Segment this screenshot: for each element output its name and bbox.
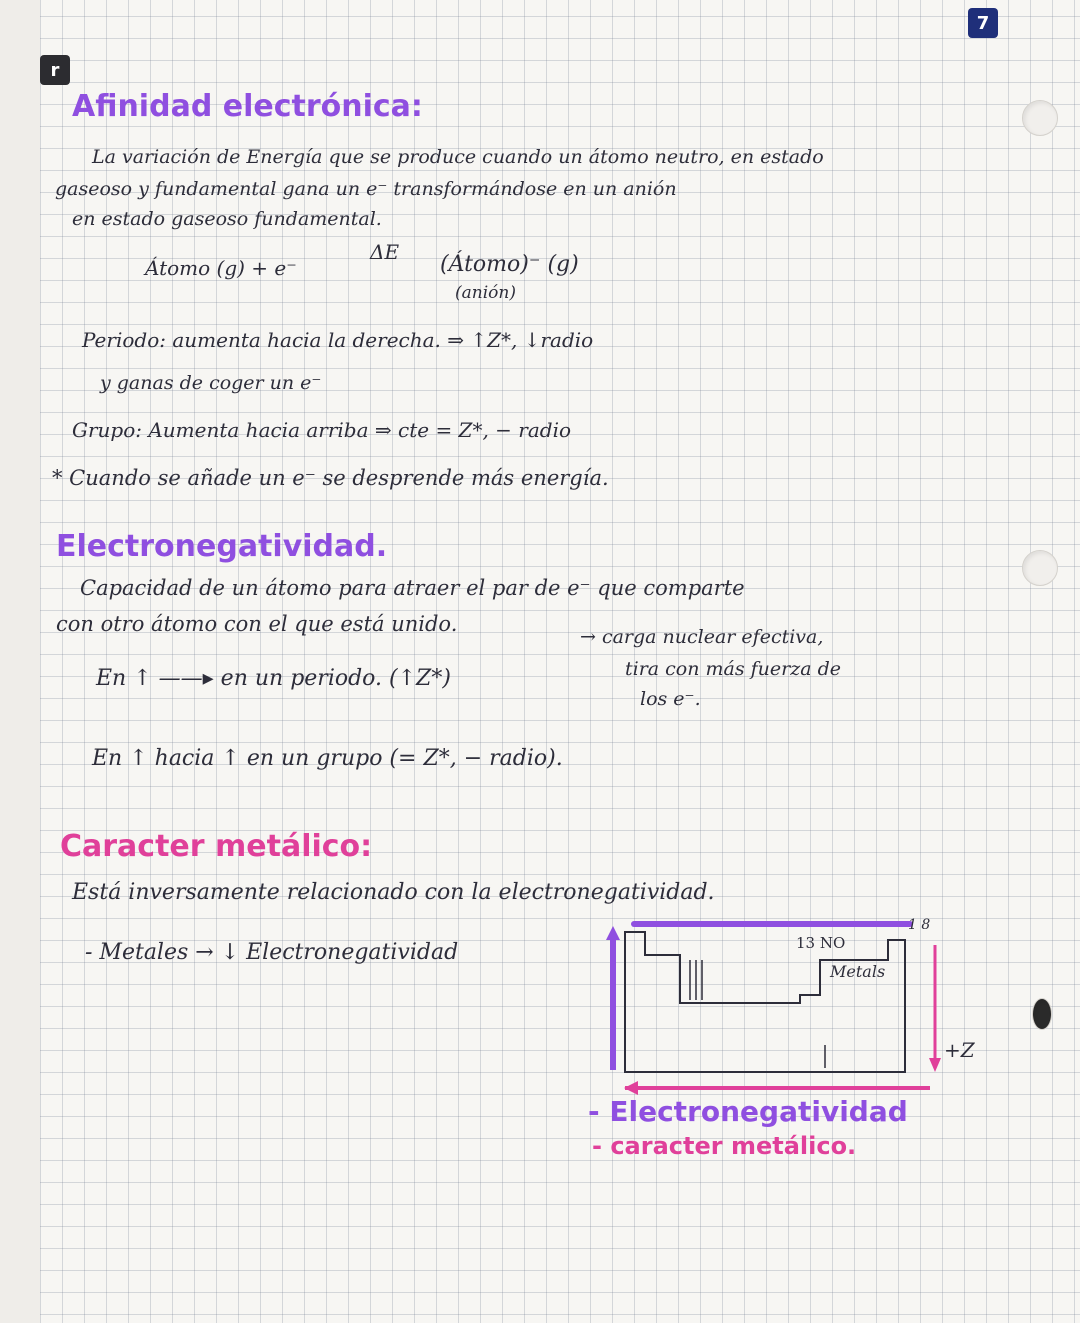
definition-text: Está inversamente relacionado con la electronegatividad. [72, 880, 715, 905]
equation-right: (Átomo)⁻ (g) [440, 252, 579, 277]
legend-caracter-metalico: - caracter metálico. [592, 1132, 857, 1160]
section-heading-caracter-metalico: Caracter metálico: [60, 829, 373, 864]
equation-arrow-label: ΔE [370, 240, 400, 264]
definition-text: en estado gaseoso fundamental. [72, 208, 382, 230]
corner-mark-icon: r [40, 55, 70, 85]
section-heading-electronegatividad: Electronegatividad. [56, 529, 388, 564]
note-text: * Cuando se añade un e⁻ se desprende más energía. [52, 466, 609, 490]
definition-text: La variación de Energía que se produce cuando un átomo neutro, en estado [92, 146, 824, 168]
table-outline [625, 932, 905, 1072]
section-heading-afinidad: Afinidad electrónica: [72, 89, 423, 124]
arrow-head-icon [624, 1081, 638, 1095]
arrow-head-icon [929, 1058, 941, 1072]
table-label-metals: Metals [830, 962, 886, 981]
legend-electronegatividad: - Electronegatividad [588, 1095, 908, 1128]
side-note: → carga nuclear efectiva, [580, 626, 824, 648]
equation-left: Átomo (g) + e⁻ [145, 256, 297, 280]
definition-text: con otro átomo con el que está unido. [56, 612, 458, 636]
table-corner-label: 1 8 [908, 917, 931, 933]
periodo-text: En ↑ ——▸ en un periodo. (↑Z*) [96, 666, 451, 691]
metales-text: - Metales → ↓ Electronegatividad [85, 940, 459, 965]
periodo-text: Periodo: aumenta hacia la derecha. ⇒ ↑Z*, ↓radio [82, 328, 594, 352]
periodo-text: y ganas de coger un e⁻ [100, 372, 322, 394]
side-note: tira con más fuerza de [625, 658, 842, 680]
table-label-top: 13 NO [796, 934, 846, 952]
arrow-head-icon [606, 926, 620, 940]
side-note: los e⁻. [640, 688, 701, 710]
definition-text: Capacidad de un átomo para atraer el par de e⁻ que comparte [80, 576, 745, 600]
equation-note: (anión) [455, 283, 516, 303]
page-number-badge: 7 [968, 8, 998, 38]
definition-text: gaseoso y fundamental gana un e⁻ transformándose en un anión [55, 178, 677, 200]
table-z-label: +Z [944, 1038, 975, 1062]
grupo-text: En ↑ hacia ↑ en un grupo (= Z*, − radio). [92, 746, 563, 771]
grupo-text: Grupo: Aumenta hacia arriba ⇒ cte = Z*, − radio [72, 418, 572, 442]
